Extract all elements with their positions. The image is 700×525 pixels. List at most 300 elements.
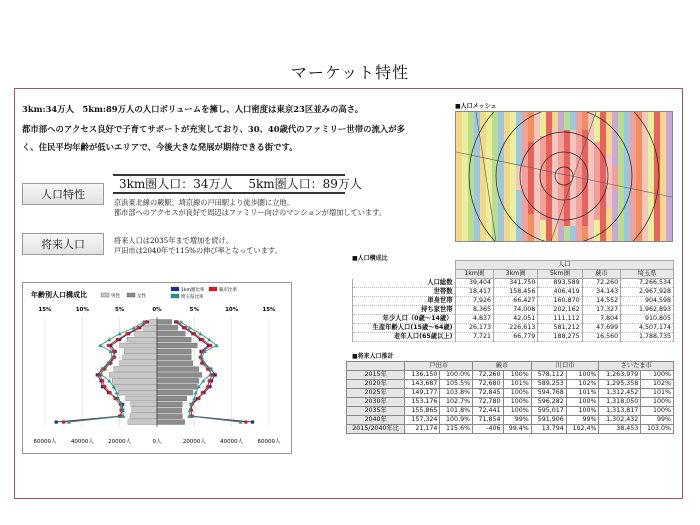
- mesh-cell: [654, 118, 660, 124]
- mesh-cell: [540, 172, 546, 178]
- mesh-cell: [510, 226, 516, 232]
- mesh-cell: [642, 136, 648, 142]
- table-cell: 111,112: [538, 315, 582, 324]
- mesh-cell: [594, 220, 600, 226]
- mesh-cell: [558, 196, 564, 202]
- mesh-cell: [534, 196, 540, 202]
- mesh-cell: [522, 184, 528, 190]
- mesh-cell: [594, 208, 600, 214]
- table-row: [347, 389, 674, 398]
- ratio-city-male-point: [137, 326, 141, 330]
- table-row: [347, 371, 674, 380]
- mesh-cell: [624, 220, 630, 226]
- table-cell: 99%: [566, 416, 599, 425]
- mesh-cell: [480, 136, 486, 142]
- pop-group-header: 人口: [455, 261, 674, 270]
- mesh-cell: [600, 238, 606, 241]
- mesh-cell: [498, 136, 504, 142]
- mesh-cell: [570, 232, 576, 238]
- table-cell: 100%: [566, 398, 599, 407]
- mesh-cell: [648, 178, 654, 184]
- mesh-cell: [630, 124, 636, 130]
- table-cell: 100%: [503, 407, 531, 416]
- table-cell: 66,779: [494, 333, 538, 342]
- mesh-cell: [630, 148, 636, 154]
- mesh-cell: [624, 166, 630, 172]
- pop-col-header: 5km圏: [538, 270, 582, 279]
- female-bar: [157, 420, 185, 425]
- male-bar: [114, 367, 157, 372]
- mesh-cell: [456, 118, 462, 124]
- mesh-cell: [522, 238, 528, 241]
- table-row: [353, 333, 674, 342]
- mesh-cell: [468, 226, 474, 232]
- mesh-cell: [630, 226, 636, 232]
- mesh-cell: [630, 118, 636, 124]
- mesh-cell: [612, 166, 618, 172]
- mesh-cell: [618, 190, 624, 196]
- mesh-cell: [516, 196, 522, 202]
- mesh-cell: [624, 232, 630, 238]
- mesh-cell: [630, 220, 636, 226]
- top-axis-label: 10%: [75, 307, 89, 313]
- mesh-cell: [516, 202, 522, 208]
- male-bar: [124, 349, 157, 354]
- mesh-cell: [504, 130, 510, 136]
- mesh-cell: [630, 202, 636, 208]
- row-label: 単身世帯: [353, 297, 456, 306]
- mesh-cell: [594, 226, 600, 232]
- mesh-cell: [606, 232, 612, 238]
- mesh-cell: [492, 118, 498, 124]
- pop-col-header: 埼玉県: [621, 270, 674, 279]
- mesh-cell: [552, 238, 558, 241]
- mesh-cell: [504, 172, 510, 178]
- mesh-cell: [606, 190, 612, 196]
- top-axis-label: 10%: [225, 307, 239, 313]
- male-bar: [123, 355, 157, 360]
- mesh-cell: [510, 178, 516, 184]
- mesh-cell: [540, 112, 546, 118]
- mesh-cell: [600, 136, 606, 142]
- row-label: 持ち家世帯: [353, 306, 456, 315]
- bottom-axis-label: 20000人: [182, 439, 206, 445]
- mesh-cell: [504, 178, 510, 184]
- mesh-cell: [492, 148, 498, 154]
- mesh-cell: [498, 226, 504, 232]
- mesh-cell: [462, 238, 468, 241]
- mesh-cell: [510, 118, 516, 124]
- table-cell: 4,837: [455, 315, 494, 324]
- table-cell: 595,017: [531, 407, 566, 416]
- population-note-1: 京浜東北線の蕨駅、埼京線の戸田駅より徒歩圏に立地。: [114, 198, 294, 207]
- mesh-cell: [570, 202, 576, 208]
- mesh-cell: [558, 148, 564, 154]
- mesh-cell: [606, 142, 612, 148]
- pop-col-header: 1km圏: [455, 270, 494, 279]
- mesh-cell: [606, 196, 612, 202]
- mesh-cell: [666, 226, 672, 232]
- legend-label: 男性: [111, 294, 120, 299]
- mesh-cell: [630, 190, 636, 196]
- mesh-cell: [540, 148, 546, 154]
- mesh-cell: [516, 130, 522, 136]
- mesh-cell: [510, 184, 516, 190]
- male-bar: [120, 343, 157, 348]
- mesh-cell: [612, 226, 618, 232]
- mesh-cell: [618, 148, 624, 154]
- mesh-cell: [588, 202, 594, 208]
- ratio-pref-male-point: [98, 344, 102, 348]
- table-row: [347, 398, 674, 407]
- table-cell: 102.7%: [440, 398, 473, 407]
- table-cell: 18,417: [455, 288, 494, 297]
- mesh-cell: [666, 184, 672, 190]
- mesh-cell: [534, 124, 540, 130]
- mesh-cell: [582, 232, 588, 238]
- ratio-city-male-point: [101, 379, 105, 383]
- table-cell: 1,263,979: [599, 371, 641, 380]
- mesh-cell: [666, 202, 672, 208]
- table-cell: 72,260: [473, 371, 503, 380]
- legend-label: 埼玉県比率: [181, 295, 204, 300]
- mesh-cell: [612, 232, 618, 238]
- mesh-cell: [660, 208, 666, 214]
- mesh-cell: [654, 136, 660, 142]
- mesh-cell: [594, 214, 600, 220]
- mesh-cell: [480, 208, 486, 214]
- mesh-cell: [576, 208, 582, 214]
- mesh-cell: [492, 154, 498, 160]
- mesh-cell: [462, 172, 468, 178]
- table-cell: 157,324: [405, 416, 440, 425]
- mesh-cell: [582, 220, 588, 226]
- mesh-cell: [660, 136, 666, 142]
- mesh-cell: [480, 160, 486, 166]
- mesh-cell: [456, 178, 462, 184]
- ratio-city-male-point: [103, 385, 107, 389]
- mesh-cell: [522, 136, 528, 142]
- mesh-cell: [636, 166, 642, 172]
- mesh-cell: [642, 172, 648, 178]
- mesh-cell: [534, 190, 540, 196]
- mesh-cell: [540, 118, 546, 124]
- mesh-cell: [540, 136, 546, 142]
- mesh-cell: [582, 226, 588, 232]
- legend-label: 女性: [137, 294, 146, 299]
- mesh-cell: [630, 142, 636, 148]
- table-cell: 100%: [641, 371, 674, 380]
- mesh-cell: [624, 160, 630, 166]
- year-cell: 2030年: [347, 398, 405, 407]
- top-axis-label: 15%: [262, 307, 276, 313]
- female-bar: [157, 396, 187, 401]
- mesh-cell: [564, 154, 570, 160]
- top-axis-label: 15%: [38, 307, 52, 313]
- mesh-cell: [582, 112, 588, 118]
- mesh-cell: [552, 118, 558, 124]
- mesh-cell: [540, 202, 546, 208]
- mesh-cell: [624, 172, 630, 178]
- population-headline: 3km圏人口：34万人 5km圏人口：89万人: [113, 174, 345, 194]
- mesh-cell: [498, 232, 504, 238]
- table-cell: 341,750: [494, 279, 538, 288]
- mesh-cell: [528, 226, 534, 232]
- mesh-cell: [612, 190, 618, 196]
- future-col-header: 蕨市: [473, 362, 532, 371]
- mesh-cell: [582, 118, 588, 124]
- ratio-pref-male-point: [132, 326, 136, 330]
- mesh-cell: [456, 190, 462, 196]
- mesh-cell: [546, 178, 552, 184]
- mesh-cell: [648, 238, 654, 241]
- mesh-cell: [516, 214, 522, 220]
- mesh-cell: [630, 232, 636, 238]
- mesh-cell: [486, 202, 492, 208]
- future-col-header: 川口市: [531, 362, 599, 371]
- mesh-cell: [612, 172, 618, 178]
- female-bar: [157, 373, 202, 378]
- mesh-cell: [624, 136, 630, 142]
- table-row: [353, 279, 674, 288]
- table-cell: 102%: [641, 380, 674, 389]
- mesh-cell: [606, 214, 612, 220]
- table-cell: 103.8%: [440, 389, 473, 398]
- mesh-cell: [534, 148, 540, 154]
- mesh-cell: [510, 208, 516, 214]
- mesh-cell: [582, 154, 588, 160]
- mesh-cell: [552, 208, 558, 214]
- table-cell: 7,721: [455, 333, 494, 342]
- mesh-cell: [540, 130, 546, 136]
- mesh-cell: [510, 238, 516, 241]
- mesh-cell: [648, 184, 654, 190]
- mesh-cell: [630, 172, 636, 178]
- mesh-cell: [540, 232, 546, 238]
- future-table-label: ■将来人口推計: [352, 353, 394, 360]
- mesh-cell: [480, 184, 486, 190]
- mesh-cell: [468, 214, 474, 220]
- table-row: [353, 306, 674, 315]
- mesh-cell: [486, 142, 492, 148]
- mesh-cell: [594, 238, 600, 241]
- mesh-cell: [474, 136, 480, 142]
- ratio-1km-male-point: [55, 420, 58, 423]
- mesh-cell: [498, 178, 504, 184]
- male-bar: [114, 384, 157, 389]
- mesh-cell: [462, 124, 468, 130]
- mesh-cell: [618, 202, 624, 208]
- mesh-cell: [510, 154, 516, 160]
- mesh-cell: [576, 124, 582, 130]
- table-cell: 155,865: [405, 407, 440, 416]
- legend-swatch: [127, 293, 135, 297]
- mesh-cell: [474, 166, 480, 172]
- mesh-cell: [564, 136, 570, 142]
- mesh-cell: [654, 160, 660, 166]
- mesh-cell: [486, 172, 492, 178]
- mesh-cell: [618, 178, 624, 184]
- mesh-cell: [456, 142, 462, 148]
- mesh-cell: [654, 124, 660, 130]
- mesh-cell: [570, 220, 576, 226]
- mesh-cell: [462, 142, 468, 148]
- mesh-cell: [606, 112, 612, 118]
- mesh-cell: [462, 166, 468, 172]
- mesh-cell: [642, 112, 648, 118]
- mesh-cell: [510, 136, 516, 142]
- ratio-pref-female-point: [179, 320, 183, 324]
- mesh-cell: [618, 154, 624, 160]
- male-bar: [126, 396, 157, 401]
- mesh-cell: [648, 172, 654, 178]
- table-cell: 153,176: [405, 398, 440, 407]
- mesh-cell: [480, 232, 486, 238]
- mesh-cell: [636, 142, 642, 148]
- table-cell: 7,266,534: [621, 279, 674, 288]
- mesh-cell: [564, 238, 570, 241]
- ratio-city-female-point: [207, 379, 211, 383]
- mesh-cell: [618, 130, 624, 136]
- table-cell: 100.9%: [440, 416, 473, 425]
- mesh-cell: [504, 226, 510, 232]
- mesh-cell: [642, 232, 648, 238]
- mesh-cell: [660, 154, 666, 160]
- mesh-cell: [462, 184, 468, 190]
- mesh-cell: [564, 112, 570, 118]
- year-cell: 2040年: [347, 416, 405, 425]
- mesh-cell: [456, 220, 462, 226]
- table-cell: 904,598: [621, 297, 674, 306]
- mesh-cell: [510, 196, 516, 202]
- mesh-cell: [498, 208, 504, 214]
- mesh-cell: [642, 160, 648, 166]
- mesh-cell: [546, 136, 552, 142]
- table-cell: 100%: [641, 398, 674, 407]
- mesh-cell: [522, 214, 528, 220]
- mesh-cell: [510, 232, 516, 238]
- mesh-cell: [576, 148, 582, 154]
- mesh-cell: [528, 118, 534, 124]
- mesh-cell: [480, 202, 486, 208]
- mesh-cell: [570, 190, 576, 196]
- mesh-cell: [648, 148, 654, 154]
- mesh-cell: [660, 238, 666, 241]
- mesh-cell: [660, 184, 666, 190]
- top-axis-label: 5%: [114, 307, 125, 313]
- mesh-cell: [456, 238, 462, 241]
- mesh-cell: [498, 130, 504, 136]
- mesh-cell: [612, 196, 618, 202]
- mesh-cell: [522, 208, 528, 214]
- mesh-cell: [534, 178, 540, 184]
- mesh-cell: [648, 124, 654, 130]
- mesh-cell: [492, 190, 498, 196]
- mesh-cell: [582, 196, 588, 202]
- pop-table-label: ■人口構成比: [352, 255, 388, 262]
- row-label: 年少人口（0歳～14歳）: [353, 315, 456, 324]
- table-cell: 7,926: [455, 297, 494, 306]
- mesh-cell: [594, 154, 600, 160]
- mesh-cell: [618, 124, 624, 130]
- mesh-cell: [522, 172, 528, 178]
- mesh-cell: [570, 226, 576, 232]
- mesh-cell: [498, 238, 504, 241]
- mesh-cell: [486, 160, 492, 166]
- female-bar: [157, 367, 199, 372]
- male-bar: [144, 325, 157, 330]
- row-label: 老年人口(65歳以上): [353, 333, 456, 342]
- mesh-cell: [660, 118, 666, 124]
- mesh-cell: [666, 238, 672, 241]
- mesh-cell: [618, 238, 624, 241]
- mesh-cell: [666, 214, 672, 220]
- mesh-cell: [588, 160, 594, 166]
- top-axis-label: 5%: [189, 307, 200, 313]
- mesh-cell: [498, 220, 504, 226]
- female-bar: [157, 331, 185, 336]
- mesh-cell: [564, 118, 570, 124]
- mesh-cell: [474, 124, 480, 130]
- mesh-cell: [612, 178, 618, 184]
- male-bar: [118, 390, 157, 395]
- legend-swatch: [209, 287, 217, 291]
- mesh-cell: [636, 238, 642, 241]
- mesh-cell: [474, 178, 480, 184]
- bottom-axis-label: 40000人: [220, 439, 244, 445]
- mesh-cell: [594, 160, 600, 166]
- mesh-cell: [654, 232, 660, 238]
- mesh-cell: [660, 142, 666, 148]
- mesh-cell: [474, 148, 480, 154]
- mesh-cell: [522, 178, 528, 184]
- male-bar: [127, 337, 157, 342]
- mesh-cell: [594, 196, 600, 202]
- mesh-cell: [534, 202, 540, 208]
- mesh-cell: [498, 166, 504, 172]
- mesh-cell: [558, 172, 564, 178]
- mesh-cell: [588, 184, 594, 190]
- mesh-cell: [468, 220, 474, 226]
- ratio-pref-female-point: [198, 332, 202, 336]
- mesh-cell: [654, 184, 660, 190]
- mesh-cell: [606, 172, 612, 178]
- mesh-cell: [516, 178, 522, 184]
- mesh-cell: [462, 214, 468, 220]
- table-row: [353, 324, 674, 333]
- mesh-cell: [534, 172, 540, 178]
- mesh-cell: [630, 130, 636, 136]
- mesh-cell: [546, 124, 552, 130]
- mesh-cell: [528, 184, 534, 190]
- mesh-cell: [600, 202, 606, 208]
- table-cell: 102%: [566, 380, 599, 389]
- table-cell: 101.8%: [440, 407, 473, 416]
- male-bar: [130, 414, 157, 419]
- mesh-cell: [480, 178, 486, 184]
- table-cell: 188,275: [538, 333, 582, 342]
- mesh-cell: [666, 160, 672, 166]
- mesh-cell: [528, 154, 534, 160]
- mesh-cell: [456, 154, 462, 160]
- mesh-cell: [606, 148, 612, 154]
- ratio-city-female-point: [206, 385, 210, 389]
- mesh-cell: [558, 190, 564, 196]
- mesh-cell: [504, 196, 510, 202]
- mesh-cell: [498, 202, 504, 208]
- mesh-cell: [618, 166, 624, 172]
- mesh-cell: [594, 118, 600, 124]
